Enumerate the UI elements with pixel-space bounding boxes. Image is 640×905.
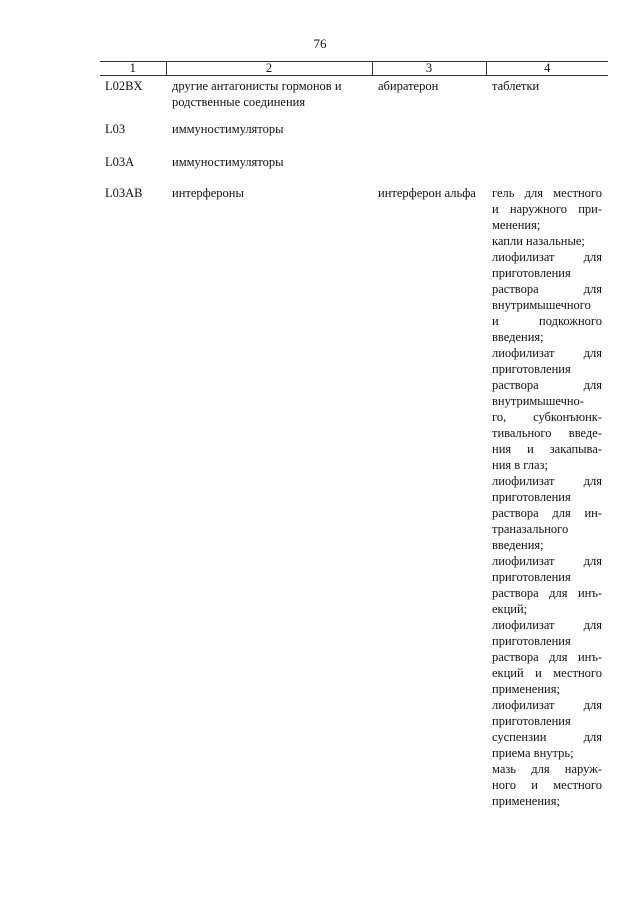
table-row — [100, 121, 608, 154]
group-name-cell: интерфероны — [172, 186, 244, 200]
dosage-form-line: раствора для ин- — [492, 506, 602, 520]
dosage-form-line: екций; — [492, 602, 528, 616]
dosage-form-cell — [486, 121, 608, 154]
drug-name-cell: интерферон альфа — [378, 186, 476, 200]
table-row — [100, 154, 608, 185]
dosage-form-line: введения; — [492, 538, 544, 552]
column-header-2: 2 — [166, 62, 372, 76]
dosage-form-line: ного и местного — [492, 778, 602, 792]
dosage-form-line: приготовления — [492, 714, 571, 728]
group-name-cell: другие антагонисты гормонов и родственные соединения — [172, 79, 342, 109]
atc-code-cell: L03 — [105, 122, 126, 136]
dosage-form-line: гель для местного — [492, 186, 602, 200]
dosage-form-line: и подкожного — [492, 314, 602, 328]
dosage-form-line: менения; — [492, 218, 541, 232]
dosage-form-line: раствора для инъ- — [492, 650, 602, 664]
dosage-form-line: мазь для наруж- — [492, 762, 602, 776]
drug-name-cell — [372, 154, 486, 185]
dosage-form-line: приготовления — [492, 266, 571, 280]
atc-code-cell: L02BX — [105, 79, 143, 93]
dosage-form-line: лиофилизат для — [492, 554, 602, 568]
table-row — [100, 185, 608, 809]
dosage-form-line: лиофилизат для — [492, 618, 602, 632]
dosage-form-line: приема внутрь; — [492, 746, 574, 760]
dosage-form-line: ния в глаз; — [492, 458, 548, 472]
table-header-row — [100, 62, 608, 76]
dosage-form-line: введения; — [492, 330, 544, 344]
dosage-form-line: раствора для — [492, 378, 602, 392]
drug-name-cell: абиратерон — [378, 79, 439, 93]
dosage-form-line: траназального — [492, 522, 569, 536]
dosage-form-line: приготовления — [492, 362, 571, 376]
dosage-form-line: раствора для — [492, 282, 602, 296]
column-header-4: 4 — [486, 62, 608, 76]
dosage-form-line: применения; — [492, 794, 560, 808]
dosage-form-line: приготовления — [492, 570, 571, 584]
dosage-form-line: применения; — [492, 682, 560, 696]
dosage-form-line: раствора для инъ- — [492, 586, 602, 600]
dosage-form-line: лиофилизат для — [492, 346, 602, 360]
dosage-form-line: лиофилизат для — [492, 698, 602, 712]
page-number: 76 — [313, 36, 327, 51]
dosage-form-line: екций и местного — [492, 666, 602, 680]
group-name-cell: иммуностимуляторы — [172, 122, 284, 136]
dosage-form-line: приготовления — [492, 490, 571, 504]
dosage-form-cell — [486, 154, 608, 185]
dosage-form-line: лиофилизат для — [492, 474, 602, 488]
dosage-form-line: лиофилизат для — [492, 250, 602, 264]
dosage-form-cell — [486, 185, 608, 809]
dosage-form-line: капли назальные; — [492, 234, 585, 248]
dosage-form-line: ния и закапыва- — [492, 442, 602, 456]
dosage-form-line: таблетки — [492, 79, 540, 93]
atc-code-cell: L03A — [105, 155, 135, 169]
column-header-1: 1 — [100, 62, 166, 76]
dosage-form-line: суспензии для — [492, 730, 602, 744]
table-row — [100, 76, 608, 122]
dosage-form-line: внутримышечно- — [492, 394, 584, 408]
dosage-form-cell — [486, 76, 608, 122]
dosage-form-line: внутримышечного — [492, 298, 591, 312]
group-name-cell: иммуностимуляторы — [172, 155, 284, 169]
drug-name-cell — [372, 121, 486, 154]
dosage-form-line: тивального введе- — [492, 426, 602, 440]
dosage-form-line: и наружного при- — [492, 202, 602, 216]
atc-code-cell: L03AB — [105, 186, 143, 200]
column-header-3: 3 — [372, 62, 486, 76]
dosage-form-line: приготовления — [492, 634, 571, 648]
dosage-form-line: го, субконъюнк- — [492, 410, 602, 424]
drug-table — [100, 61, 608, 809]
